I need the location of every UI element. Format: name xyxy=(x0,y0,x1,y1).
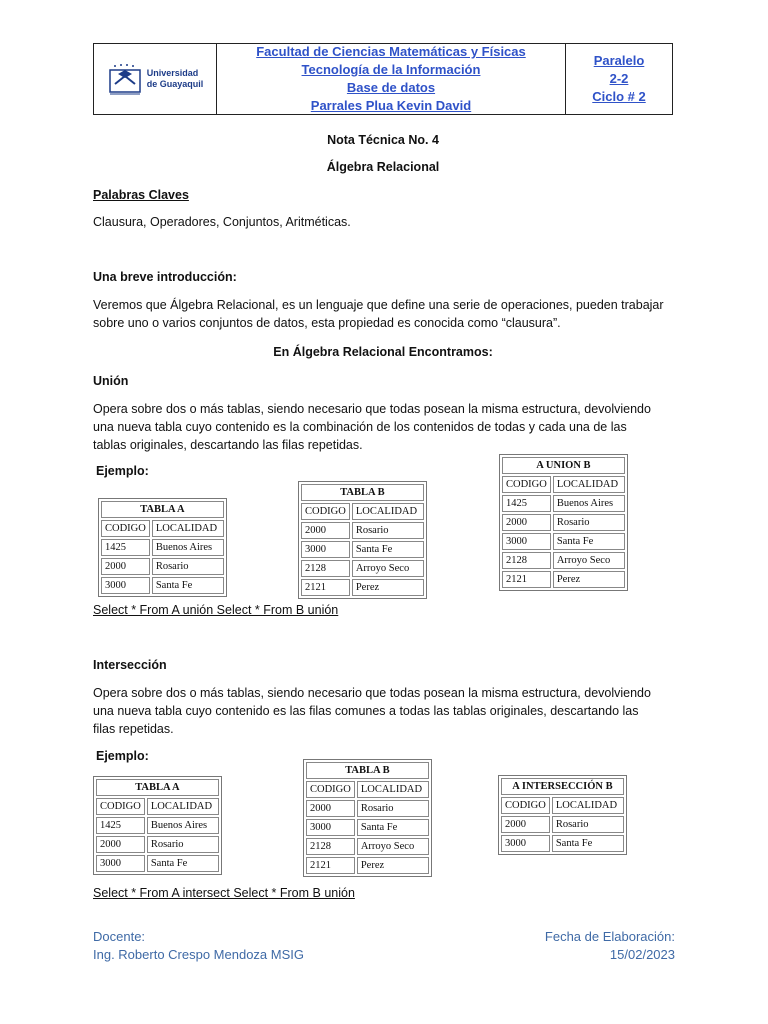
data-table xyxy=(499,454,628,591)
table-header-cell: LOCALIDAD xyxy=(147,798,219,815)
union-paragraph-line: Opera sobre dos o más tablas, siendo necesario que todas posean la misma estructura, devolviendo xyxy=(93,402,651,416)
union-table-a xyxy=(98,498,227,597)
table-header-cell: CODIGO xyxy=(101,520,150,537)
union-paragraph-line: tablas originales, descartando las filas repetidas. xyxy=(93,438,363,452)
intersection-query: Select * From A intersect Select * From B unión xyxy=(93,886,355,900)
faculty-name: Facultad de Ciencias Matemáticas y Físicas xyxy=(256,44,526,59)
table-caption: TABLA A xyxy=(101,501,224,518)
table-header-cell: LOCALIDAD xyxy=(357,781,429,798)
table-cell: 3000 xyxy=(306,819,355,836)
intersection-result-table xyxy=(498,775,627,855)
footer-teacher-label: Docente: xyxy=(93,929,146,944)
data-table xyxy=(93,776,222,875)
intersection-paragraph-line: una nueva tabla cuyo contenido es las filas comunes a todas las tablas originales, descartando las xyxy=(93,704,639,718)
table-row xyxy=(96,855,219,872)
table-cell: 1425 xyxy=(502,495,551,512)
intersection-paragraph-line: filas repetidas. xyxy=(93,722,174,736)
table-header-cell: CODIGO xyxy=(501,797,550,814)
table-cell: 1425 xyxy=(96,817,145,834)
table-cell: 3000 xyxy=(101,577,150,594)
footer-date-label: Fecha de Elaboración: xyxy=(544,929,675,944)
table-header-cell: LOCALIDAD xyxy=(352,503,424,520)
paralelo-label: Paralelo xyxy=(593,53,645,68)
table-row xyxy=(101,577,224,594)
table-cell: Santa Fe xyxy=(553,533,625,550)
table-row xyxy=(502,514,625,531)
footer-teacher-name: Ing. Roberto Crespo Mendoza MSIG xyxy=(93,947,304,962)
table-row xyxy=(502,533,625,550)
table-cell: Arroyo Seco xyxy=(352,560,424,577)
keywords-heading: Palabras Claves xyxy=(93,188,189,202)
table-row xyxy=(306,819,429,836)
table-caption: A UNION B xyxy=(502,457,625,474)
table-row xyxy=(502,495,625,512)
table-row xyxy=(101,558,224,575)
header-right xyxy=(566,44,672,114)
table-cell: Santa Fe xyxy=(152,577,224,594)
table-caption: A INTERSECCIÓN B xyxy=(501,778,624,795)
table-cell: 2128 xyxy=(502,552,551,569)
table-cell: Santa Fe xyxy=(357,819,429,836)
data-table xyxy=(98,498,227,597)
table-cell: 2121 xyxy=(502,571,551,588)
logo-line-2: de Guayaquil xyxy=(146,79,204,89)
data-table xyxy=(303,759,432,877)
ciclo-label: Ciclo # 2 xyxy=(592,89,646,104)
university-logo xyxy=(94,44,217,114)
table-row xyxy=(301,522,424,539)
data-table xyxy=(498,775,627,855)
table-header-cell: LOCALIDAD xyxy=(553,476,625,493)
intersection-table-b xyxy=(303,759,432,877)
intersection-table-a xyxy=(93,776,222,875)
table-row xyxy=(101,539,224,556)
table-cell: 3000 xyxy=(96,855,145,872)
intro-line: sobre uno o varios conjuntos de datos, esta propiedad es conocida como “clausura”. xyxy=(93,316,561,330)
table-cell: 2000 xyxy=(501,816,550,833)
table-cell: 2128 xyxy=(301,560,350,577)
table-row xyxy=(502,571,625,588)
keywords-text: Clausura, Operadores, Conjuntos, Aritméticas. xyxy=(93,215,351,229)
table-row xyxy=(96,817,219,834)
table-header-cell: LOCALIDAD xyxy=(152,520,224,537)
table-header-cell: CODIGO xyxy=(96,798,145,815)
table-header-cell: CODIGO xyxy=(306,781,355,798)
table-cell: Santa Fe xyxy=(352,541,424,558)
table-cell: Buenos Aires xyxy=(553,495,625,512)
table-row xyxy=(306,838,429,855)
data-table xyxy=(298,481,427,599)
table-caption: TABLA A xyxy=(96,779,219,796)
union-query: Select * From A unión Select * From B unión xyxy=(93,603,339,617)
table-cell: 3000 xyxy=(501,835,550,852)
table-row xyxy=(306,857,429,874)
intersection-paragraph-line: Opera sobre dos o más tablas, siendo necesario que todas posean la misma estructura, devolviendo xyxy=(93,686,651,700)
table-cell: 2000 xyxy=(101,558,150,575)
table-row xyxy=(301,560,424,577)
table-cell: Arroyo Seco xyxy=(357,838,429,855)
table-caption: TABLA B xyxy=(306,762,429,779)
document-title: Nota Técnica No. 4 xyxy=(327,133,439,147)
table-cell: Perez xyxy=(357,857,429,874)
logo-line-1: Universidad xyxy=(146,68,199,78)
table-row xyxy=(501,816,624,833)
table-cell: Arroyo Seco xyxy=(553,552,625,569)
table-cell: Rosario xyxy=(352,522,424,539)
table-caption: TABLA B xyxy=(301,484,424,501)
table-cell: 1425 xyxy=(101,539,150,556)
intersection-heading: Intersección xyxy=(93,658,167,672)
intro-heading: Una breve introducción: xyxy=(93,270,237,284)
document-subtitle: Álgebra Relacional xyxy=(326,160,440,174)
table-row xyxy=(502,552,625,569)
footer-date-value: 15/02/2023 xyxy=(609,947,675,962)
table-cell: Rosario xyxy=(357,800,429,817)
table-cell: 2000 xyxy=(502,514,551,531)
table-cell: 2121 xyxy=(306,857,355,874)
table-cell: Rosario xyxy=(553,514,625,531)
university-crest-icon xyxy=(107,62,143,96)
table-cell: 2000 xyxy=(96,836,145,853)
table-cell: Perez xyxy=(352,579,424,596)
union-heading: Unión xyxy=(93,374,129,388)
table-row xyxy=(96,836,219,853)
table-cell: 3000 xyxy=(502,533,551,550)
intro-line: Veremos que Álgebra Relacional, es un lenguaje que define una serie de operaciones, pueden trabajar xyxy=(93,298,664,312)
table-cell: Rosario xyxy=(152,558,224,575)
career-name: Tecnología de la Información xyxy=(301,62,481,77)
table-cell: Santa Fe xyxy=(147,855,219,872)
table-header-cell: CODIGO xyxy=(301,503,350,520)
table-cell: 2121 xyxy=(301,579,350,596)
union-paragraph-line: una nueva tabla cuyo contenido es la combinación de los contenidos de todas y cada una de las xyxy=(93,420,627,434)
table-header-cell: CODIGO xyxy=(502,476,551,493)
table-cell: Buenos Aires xyxy=(147,817,219,834)
header-center xyxy=(217,44,566,114)
table-row xyxy=(301,541,424,558)
union-result-table xyxy=(499,454,628,591)
table-cell: 2128 xyxy=(306,838,355,855)
union-example-label: Ejemplo: xyxy=(96,464,149,478)
subject-name: Base de datos xyxy=(346,80,436,95)
table-header-cell: LOCALIDAD xyxy=(552,797,624,814)
table-cell: 3000 xyxy=(301,541,350,558)
table-cell: Buenos Aires xyxy=(152,539,224,556)
table-cell: Santa Fe xyxy=(552,835,624,852)
table-cell: 2000 xyxy=(306,800,355,817)
student-name: Parrales Plua Kevin David xyxy=(310,98,472,113)
table-cell: 2000 xyxy=(301,522,350,539)
document-header xyxy=(93,43,673,115)
table-row xyxy=(301,579,424,596)
table-cell: Rosario xyxy=(552,816,624,833)
table-row xyxy=(306,800,429,817)
union-table-b xyxy=(298,481,427,599)
table-row xyxy=(501,835,624,852)
intersection-example-label: Ejemplo: xyxy=(96,749,149,763)
table-cell: Perez xyxy=(553,571,625,588)
paralelo-value: 2-2 xyxy=(609,71,629,86)
section-heading: En Álgebra Relacional Encontramos: xyxy=(273,345,493,359)
table-cell: Rosario xyxy=(147,836,219,853)
